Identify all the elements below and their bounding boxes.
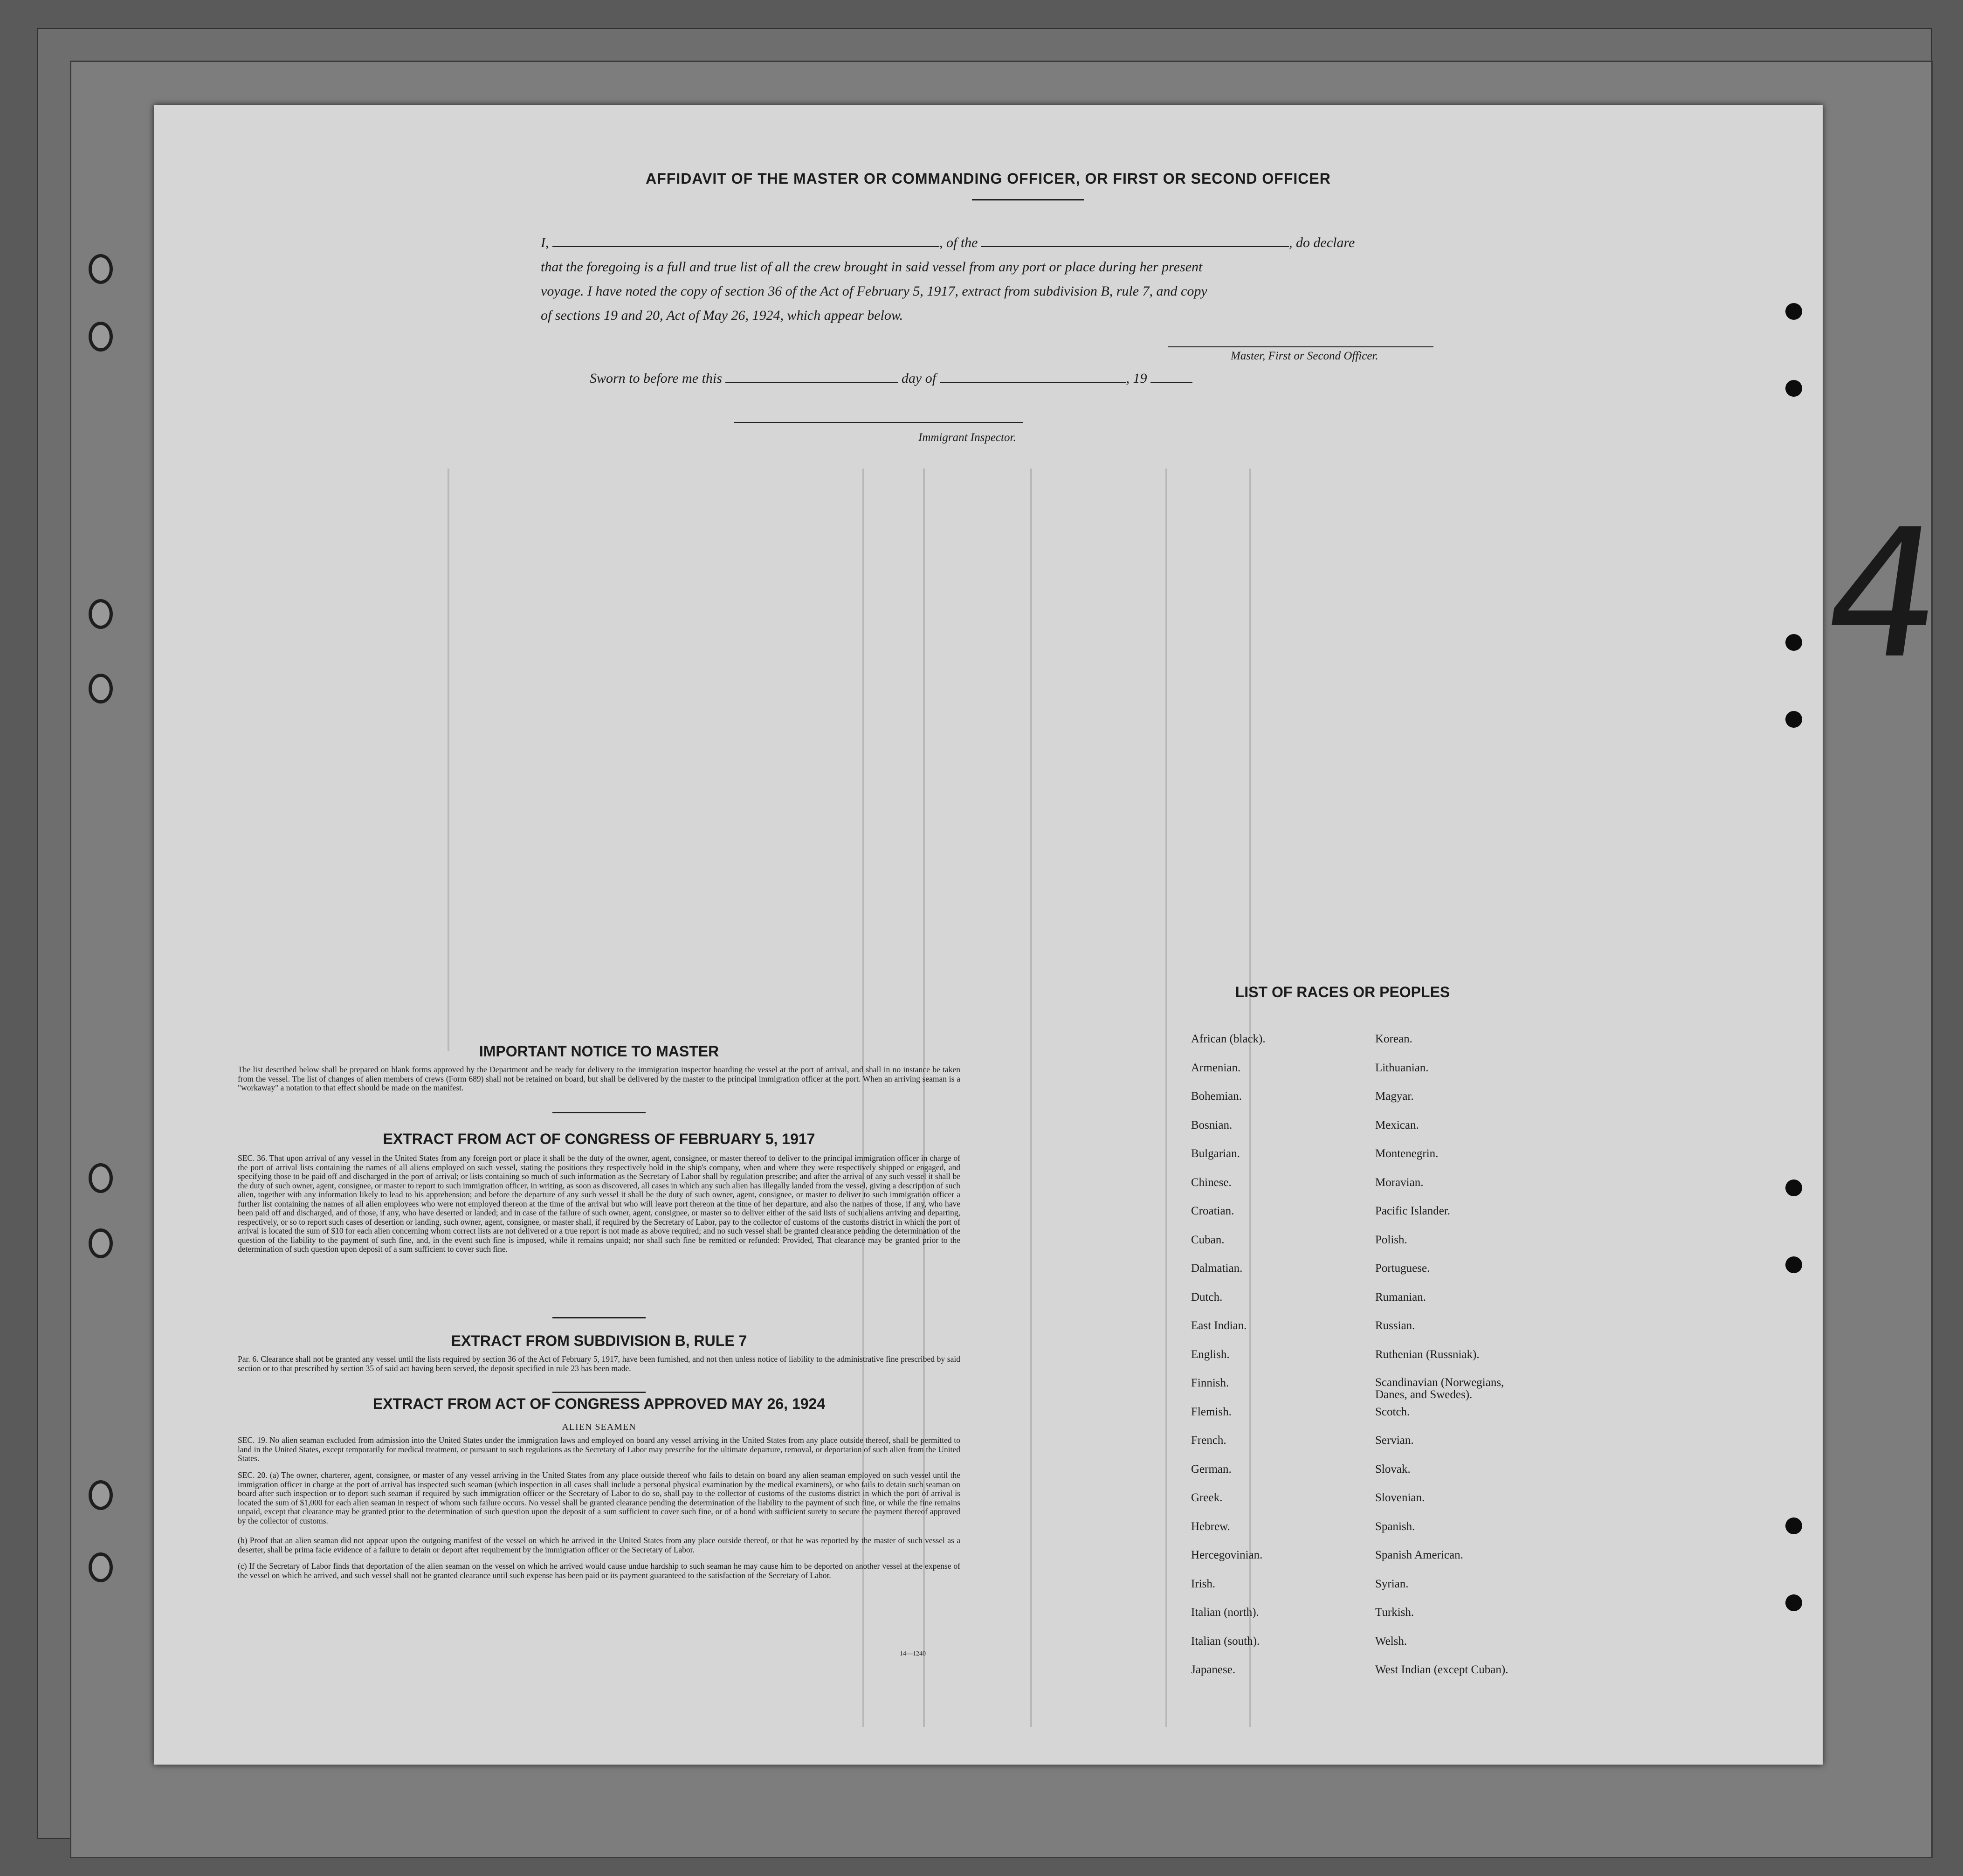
title-divider bbox=[972, 199, 1084, 200]
race-item: Lithuanian. bbox=[1375, 1061, 1429, 1074]
race-item: Dutch. bbox=[1191, 1290, 1223, 1304]
bleed-through-rule bbox=[1030, 469, 1032, 1727]
extract-1924-title: EXTRACT FROM ACT OF CONGRESS APPROVED MAY 26, 1924 bbox=[372, 1395, 826, 1412]
race-item: East Indian. bbox=[1191, 1319, 1247, 1332]
extract-1924-sec20a: SEC. 20. (a) The owner, charterer, agent, consignee, or master of any vessel arriving in the United States from any place outside thereof who fails to detain on board any alien seaman employed on such vessel until the immigration officer in charge at the port of arrival has inspected such seaman (which inspection in all cases shall include a personal physical examination by the medical examiners), or who fails to detain such seaman on board after such inspection or to deport such seaman if required by such immigration officer or the Secretary of Labor to do so, shall pay to the collector of customs of the customs district in which the port of arrival is located the sum of $1,000 for each alien seaman in respect of whom such failure occurs. No vessel shall be granted clearance pending the determination of the liability to the payment of such fine, or while the fine remains unpaid, except that clearance may be granted prior to the determination of such question upon the deposit of a sum sufficient to cover such fine, or of a bond with sufficient surety to secure the payment thereof approved by the collector of customs. bbox=[238, 1470, 960, 1525]
race-item: Flemish. bbox=[1191, 1405, 1232, 1418]
race-item: Welsh. bbox=[1375, 1635, 1407, 1648]
sworn-month-field[interactable] bbox=[940, 382, 1126, 383]
affidavit-line-1 bbox=[541, 231, 1548, 255]
binder-hole bbox=[89, 322, 113, 352]
race-item: Scotch. bbox=[1375, 1405, 1410, 1418]
form-number: 14—1240 bbox=[900, 1650, 926, 1657]
notice-text: The list described below shall be prepared on blank forms approved by the Department and be ready for delivery to the immigration inspector boarding the vessel at the port of arrival, and shall in no instance be taken from the vessel. The list of changes of alien members of crews (Form 689) shall not be retained on board, but shall be delivered by the master to the principal immigration officer at the port. When an arriving seaman is a "workaway" a notation to that effect should be made on the manifest. bbox=[238, 1065, 960, 1092]
sworn-label: Sworn to before me this bbox=[590, 371, 722, 386]
race-item: German. bbox=[1191, 1462, 1232, 1476]
affidavit-i-label: I, bbox=[541, 235, 549, 250]
extract-rule7-text: Par. 6. Clearance shall not be granted any vessel until the lists required by section 36 of the Act of February 5, 1917, have been furnished, and not then unless notice of liability to the administrative fine prescribed by said section or to that prescribed by section 35 of said act having been served, the deposit specified in rule 23 has been made. bbox=[238, 1354, 960, 1373]
day-of-label: day of bbox=[901, 371, 937, 386]
punch-hole bbox=[1785, 1179, 1802, 1196]
race-item: Syrian. bbox=[1375, 1577, 1409, 1590]
race-item: Ruthenian (Russniak). bbox=[1375, 1348, 1480, 1361]
vessel-name-field[interactable] bbox=[981, 246, 1289, 247]
race-item: Greek. bbox=[1191, 1491, 1223, 1504]
race-item: Slovak. bbox=[1375, 1462, 1411, 1476]
year-label: , 19 bbox=[1126, 371, 1147, 386]
race-item: Hercegovinian. bbox=[1191, 1549, 1263, 1561]
master-signature-caption: Master, First or Second Officer. bbox=[1231, 350, 1378, 362]
extract-1917-title: EXTRACT FROM ACT OF CONGRESS OF FEBRUARY 5, 1917 bbox=[383, 1131, 815, 1147]
race-item: Korean. bbox=[1375, 1033, 1412, 1045]
binder-hole bbox=[89, 599, 113, 629]
extract-rule7-title: EXTRACT FROM SUBDIVISION B, RULE 7 bbox=[451, 1332, 747, 1349]
race-item: Spanish American. bbox=[1375, 1549, 1463, 1561]
binder-hole bbox=[89, 1552, 113, 1582]
affidavit-sheet bbox=[154, 105, 1955, 1765]
binder-hole bbox=[89, 254, 113, 284]
binder-hole bbox=[89, 1228, 113, 1258]
declare-label: , do declare bbox=[1289, 235, 1355, 250]
race-item: Japanese. bbox=[1191, 1663, 1236, 1676]
race-item: West Indian (except Cuban). bbox=[1375, 1663, 1508, 1676]
race-item: Dalmatian. bbox=[1191, 1262, 1243, 1275]
race-item: Magyar. bbox=[1375, 1090, 1414, 1103]
punch-hole bbox=[1785, 303, 1802, 320]
sworn-day-field[interactable] bbox=[725, 382, 898, 383]
race-item: Rumanian. bbox=[1375, 1290, 1426, 1304]
race-item: Polish. bbox=[1375, 1233, 1407, 1246]
affidavit-title: AFFIDAVIT OF THE MASTER OR COMMANDING OFFICER, OR FIRST OR SECOND OFFICER bbox=[646, 170, 1331, 187]
alien-seamen-subtitle: ALIEN SEAMEN bbox=[562, 1422, 636, 1432]
race-item: Bulgarian. bbox=[1191, 1147, 1240, 1160]
race-item: Scandinavian (Norwegians, Danes, and Swedes). bbox=[1375, 1376, 1504, 1401]
races-title: LIST OF RACES OR PEOPLES bbox=[1235, 984, 1450, 1000]
bleed-through-rule bbox=[1249, 469, 1251, 1727]
extract-1917-text: SEC. 36. That upon arrival of any vessel in the United States from any foreign port or place it shall be the duty of the owner, agent, consignee, or master thereof to deliver to the principal immigration officer in charge of the port of arrival lists containing the names of all aliens employed on such vessel, stating the positions they respectively hold in the ship's company, when and where they were respectively shipped or engaged, and specifying those to be paid off and discharged in the port of arrival; or lists containing so much of such information as the Secretary of Labor shall by regulation prescribe; and after the arrival of any such vessel it shall be the duty of such owner, agent, consignee, or master to report to such immigration officer, in writing, as soon as discovered, all cases in which any such alien has illegally landed from the vessel, giving a description of such alien, together with any information likely to lead to his apprehension; and before the departure of any such vessel it shall be the duty of such owner, agent, consignee, or master to deliver to such immigration officer a further list containing the names of all alien employees who were not employed thereon at the time of the arrival but who will leave port thereon at the time of her departure, and also the names of those, if any, who have been paid off and discharged, and of those, if any, who have deserted or landed; and in case of the failure of such owner, agent, consignee, or master so to deliver either of the said lists of such aliens arriving and departing, respectively, or so to report such cases of desertion or landing, such owner, agent, consignee, or master shall, if required by the Secretary of Labor, pay to the collector of customs of the customs district in which the port of arrival is located the sum of $10 for each alien concerning whom correct lists are not delivered or a true report is not made as above required; and no such vessel shall be granted clearance pending the determination of the question of the liability to the payment of such fine, and, in the event such fine is imposed, while it remains unpaid; nor shall such fine be remitted or refunded: Provided, That clearance may be granted prior to the determination of such question upon deposit of a sum sufficient to cover such fine. bbox=[238, 1153, 960, 1254]
sworn-statement bbox=[590, 371, 1192, 386]
race-item: Russian. bbox=[1375, 1319, 1415, 1332]
section-divider bbox=[552, 1112, 646, 1113]
section-divider bbox=[552, 1317, 646, 1318]
race-item: English. bbox=[1191, 1348, 1230, 1361]
race-item: Irish. bbox=[1191, 1577, 1216, 1590]
extract-1924-sec20b: (b) Proof that an alien seaman did not appear upon the outgoing manifest of the vessel on which he arrived in the United States from any place outside thereof, or that he was reported by the master of such vessel as a deserter, shall be prima facie evidence of a failure to detain or deport after requirement by the immigration officer or the Secretary of Labor. bbox=[238, 1536, 960, 1554]
bleed-through-rule bbox=[1165, 469, 1167, 1727]
inspector-signature-caption: Immigrant Inspector. bbox=[918, 431, 1016, 444]
punch-hole bbox=[1785, 634, 1802, 651]
affidavit-line-2: that the foregoing is a full and true list of all the crew brought in said vessel from any port or place during her present bbox=[541, 259, 1203, 275]
race-item: Montenegrin. bbox=[1375, 1147, 1439, 1160]
race-item: Bosnian. bbox=[1191, 1118, 1233, 1131]
extract-1924-sec19: SEC. 19. No alien seaman excluded from admission into the United States under the immigration laws and employed on board any vessel arriving in the United States from any place outside thereof, shall be permitted to land in the United States, except temporarily for medical treatment, or pursuant to such regulations as the Secretary of Labor may prescribe for the ultimate departure, removal, or deportation of such alien from the United States. bbox=[238, 1435, 960, 1463]
race-item: Moravian. bbox=[1375, 1176, 1424, 1189]
race-item: Hebrew. bbox=[1191, 1520, 1230, 1533]
section-divider bbox=[552, 1392, 646, 1393]
sworn-year-field[interactable] bbox=[1150, 382, 1192, 383]
handwritten-numeral: 4 bbox=[1812, 491, 1955, 697]
officer-name-field[interactable] bbox=[552, 246, 939, 247]
race-item: Servian. bbox=[1375, 1434, 1414, 1447]
race-item: Spanish. bbox=[1375, 1520, 1415, 1533]
race-item: Finnish. bbox=[1191, 1377, 1229, 1389]
race-item: Italian (south). bbox=[1191, 1635, 1260, 1648]
punch-hole bbox=[1785, 380, 1802, 397]
affidavit-statement bbox=[541, 231, 1548, 328]
affidavit-line-3: voyage. I have noted the copy of section 36 of the Act of February 5, 1917, extract from subdivision B, rule 7, and copy bbox=[541, 283, 1207, 299]
race-item: Cuban. bbox=[1191, 1233, 1225, 1246]
bleed-through-rule bbox=[448, 469, 449, 1051]
race-item: Chinese. bbox=[1191, 1176, 1232, 1189]
race-item: Croatian. bbox=[1191, 1205, 1234, 1217]
punch-hole bbox=[1785, 1256, 1802, 1273]
race-item: Pacific Islander. bbox=[1375, 1205, 1451, 1217]
race-item: French. bbox=[1191, 1434, 1226, 1447]
inspector-signature-line[interactable] bbox=[734, 422, 1023, 423]
binder-hole bbox=[89, 674, 113, 704]
binder-hole bbox=[89, 1480, 113, 1510]
punch-hole bbox=[1785, 711, 1802, 728]
master-signature-line[interactable] bbox=[1168, 346, 1433, 347]
race-item: Turkish. bbox=[1375, 1606, 1414, 1619]
race-item: African (black). bbox=[1191, 1033, 1266, 1045]
extract-1924-sec20c: (c) If the Secretary of Labor finds that deportation of the alien seaman on the vessel on which he arrived would cause undue hardship to such seaman he may cause him to be deported on another vessel at the expense of the vessel on which he arrived, and such vessel shall not be granted clearance until such expense has been paid or its payment guaranteed to the satisfaction of the Secretary of Labor. bbox=[238, 1561, 960, 1580]
punch-hole bbox=[1785, 1594, 1802, 1611]
punch-hole bbox=[1785, 1517, 1802, 1534]
race-item: Portuguese. bbox=[1375, 1262, 1430, 1275]
notice-title: IMPORTANT NOTICE TO MASTER bbox=[479, 1043, 719, 1060]
race-item: Armenian. bbox=[1191, 1061, 1241, 1074]
race-item: Slovenian. bbox=[1375, 1491, 1425, 1504]
of-the-label: , of the bbox=[939, 235, 978, 250]
affidavit-line-4: of sections 19 and 20, Act of May 26, 1924, which appear below. bbox=[541, 308, 903, 323]
race-item: Italian (north). bbox=[1191, 1606, 1259, 1619]
race-item: Bohemian. bbox=[1191, 1090, 1242, 1103]
binder-hole bbox=[89, 1163, 113, 1193]
race-item: Mexican. bbox=[1375, 1118, 1419, 1131]
